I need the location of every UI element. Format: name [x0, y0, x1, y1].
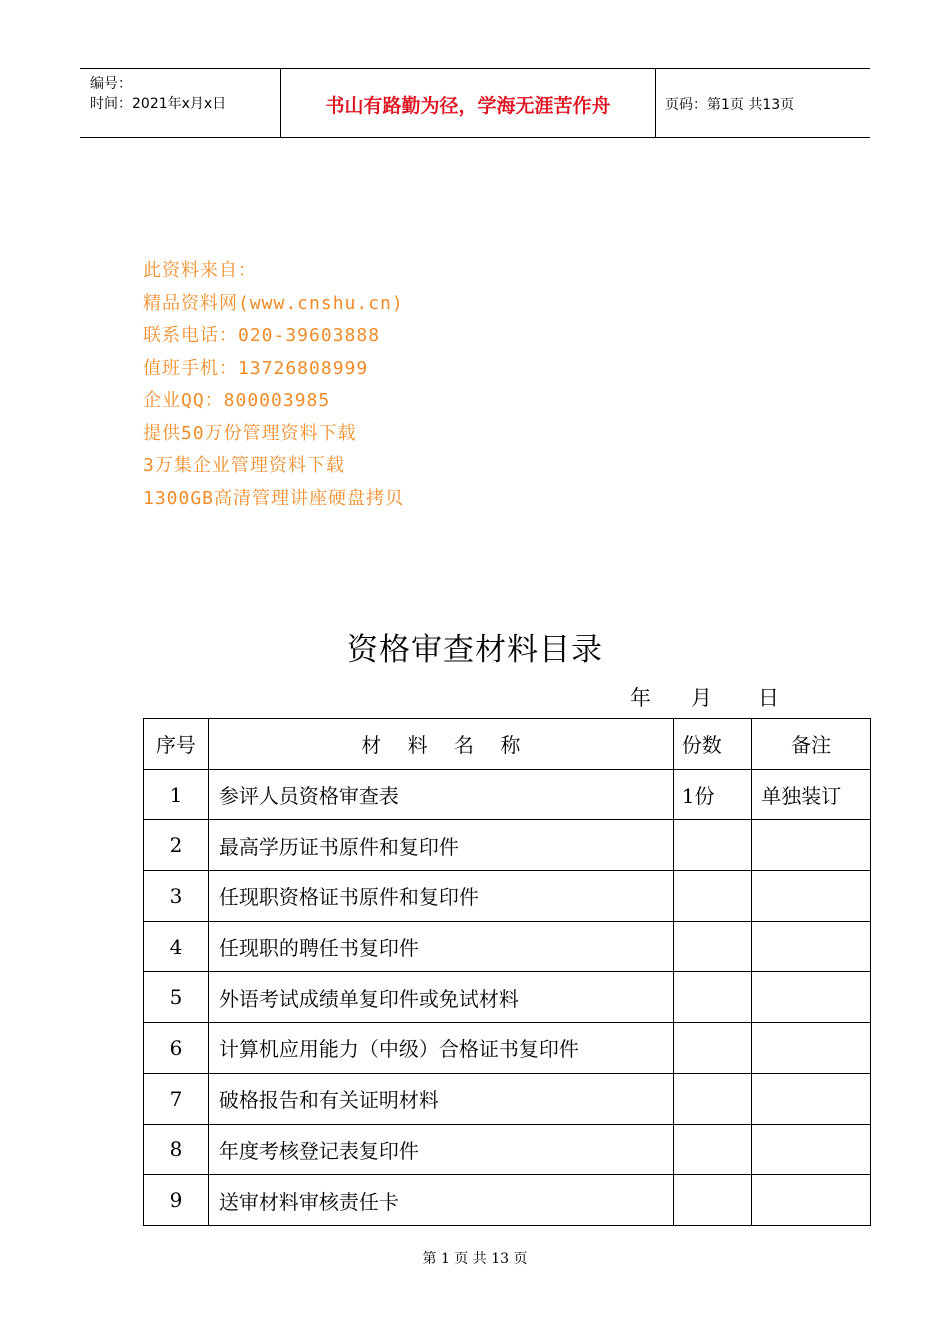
row-no: 1	[144, 769, 209, 820]
row-remark	[752, 820, 871, 871]
materials-table	[143, 718, 871, 1226]
table-header-row	[144, 719, 871, 770]
row-no: 2	[144, 820, 209, 871]
header-motto-cell	[280, 69, 656, 137]
row-name: 任现职的聘任书复印件	[208, 921, 673, 972]
table-row	[144, 921, 871, 972]
row-count	[673, 1073, 752, 1124]
row-remark	[752, 1073, 871, 1124]
row-count	[673, 1124, 752, 1175]
row-remark	[752, 921, 871, 972]
promo-line: 精品资料网(www.cnshu.cn)	[143, 292, 404, 314]
row-name: 年度考核登记表复印件	[208, 1124, 673, 1175]
row-no: 7	[144, 1073, 209, 1124]
row-count	[673, 972, 752, 1023]
date-month: 月	[691, 686, 712, 710]
header-count: 份数	[673, 719, 752, 770]
page-footer: 第 1 页 共 13 页	[422, 1251, 528, 1267]
promo-line: 企业QQ：800003985	[143, 390, 331, 411]
row-name: 任现职资格证书原件和复印件	[208, 871, 673, 922]
promo-block	[143, 255, 404, 515]
row-remark	[752, 972, 871, 1023]
row-no: 3	[144, 871, 209, 922]
table-row	[144, 871, 871, 922]
row-no: 6	[144, 1023, 209, 1074]
row-name: 参评人员资格审查表	[208, 769, 673, 820]
date-line	[630, 682, 779, 712]
row-name: 送审材料审核责任卡	[208, 1175, 673, 1226]
row-count	[673, 871, 752, 922]
document-title: 资格审查材料目录	[347, 632, 603, 668]
promo-line: 值班手机：13726808999	[143, 357, 369, 379]
header-name: 材 料 名 称	[208, 719, 673, 770]
table-row	[144, 1175, 871, 1226]
row-name: 外语考试成绩单复印件或免试材料	[208, 972, 673, 1023]
row-remark	[752, 871, 871, 922]
table-row	[144, 1073, 871, 1124]
row-count	[673, 1023, 752, 1074]
header-page-info: 页码：第1页 共13页	[665, 97, 795, 113]
table-row	[144, 972, 871, 1023]
row-name: 破格报告和有关证明材料	[208, 1073, 673, 1124]
header-motto: 书山有路勤为径，学海无涯苦作舟	[325, 95, 611, 117]
date-year: 年	[630, 686, 651, 710]
document-time: 时间：2021年x月x日	[90, 96, 227, 112]
table-row	[144, 1124, 871, 1175]
header-info-cell	[80, 69, 280, 137]
row-no: 4	[144, 921, 209, 972]
promo-line: 联系电话：020-39603888	[143, 325, 381, 346]
page-header	[80, 68, 870, 138]
row-remark	[752, 1124, 871, 1175]
row-no: 8	[144, 1124, 209, 1175]
row-count	[673, 820, 752, 871]
row-remark	[752, 1023, 871, 1074]
promo-line: 此资料来自：	[143, 260, 257, 281]
header-no: 序号	[144, 719, 209, 770]
row-name: 最高学历证书原件和复印件	[208, 820, 673, 871]
header-page-cell	[655, 69, 870, 137]
row-count	[673, 1175, 752, 1226]
row-count: 1份	[673, 769, 752, 820]
row-name: 计算机应用能力（中级）合格证书复印件	[208, 1023, 673, 1074]
table-row	[144, 769, 871, 820]
table-row	[144, 820, 871, 871]
row-no: 9	[144, 1175, 209, 1226]
date-day: 日	[758, 686, 779, 710]
row-remark	[752, 1175, 871, 1226]
promo-line: 1300GB高清管理讲座硬盘拷贝	[143, 487, 405, 509]
promo-line: 3万集企业管理资料下载	[143, 455, 345, 476]
row-count	[673, 921, 752, 972]
header-remark: 备注	[752, 719, 871, 770]
promo-line: 提供50万份管理资料下载	[143, 422, 357, 444]
table-row	[144, 1023, 871, 1074]
document-number: 编号：	[90, 76, 132, 92]
row-no: 5	[144, 972, 209, 1023]
row-remark: 单独装订	[752, 769, 871, 820]
